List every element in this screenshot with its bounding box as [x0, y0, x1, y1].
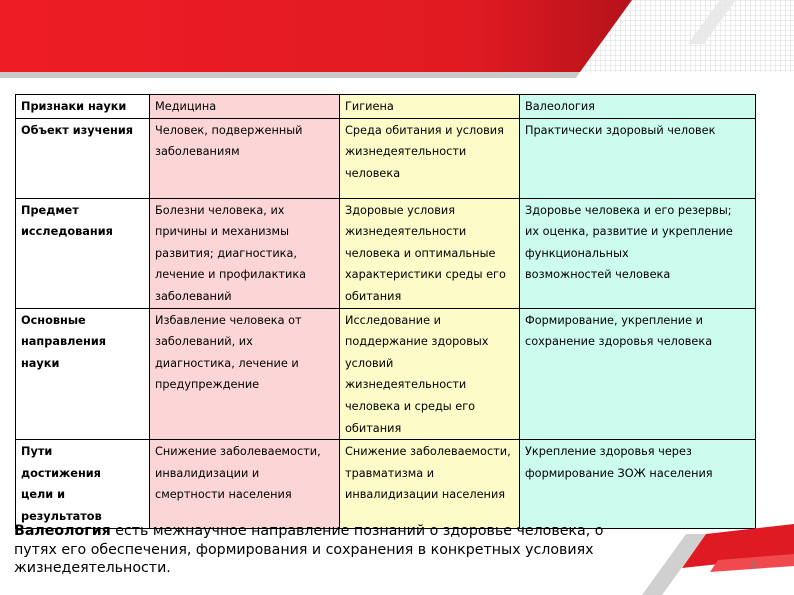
definition-body: есть межнаучное направление познаний о здоровье человека, о путях его обеспечения, формирования и сохранения в конкретных условиях жизнедеятельности. [14, 523, 604, 577]
header-decoration [0, 0, 794, 78]
table-header-cell: Признаки науки [16, 95, 150, 119]
header-gray-band [0, 72, 580, 78]
table-row [16, 198, 756, 308]
definition-text [14, 522, 614, 578]
table-cell: Избавление человека от заболеваний, их диагностика, лечение и предупреждение [150, 308, 340, 440]
table-row-label: Предмет исследования [16, 198, 150, 308]
table-header-cell: Валеология [520, 95, 756, 119]
table-header-row [16, 95, 756, 119]
table-cell: Практически здоровый человек [520, 118, 756, 198]
table-cell: Укрепление здоровья через формирование ЗОЖ населения [520, 440, 756, 528]
table-cell: Исследование и поддержание здоровых условий жизнедеятельности человека и среды его обитания [340, 308, 520, 440]
table-header-cell: Гигиена [340, 95, 520, 119]
table-cell: Человек, подверженный заболеваниям [150, 118, 340, 198]
definition-term: Валеология [14, 523, 111, 539]
table-row-label: Пути достижения цели и результатов [16, 440, 150, 528]
comparison-table [15, 94, 756, 529]
table-cell: Снижение заболеваемости, травматизма и инвалидизации населения [340, 440, 520, 528]
header-red-band [0, 0, 632, 72]
footer-decoration [590, 520, 794, 595]
table-header-cell: Медицина [150, 95, 340, 119]
table-row-label: Основные направления науки [16, 308, 150, 440]
table-cell: Болезни человека, их причины и механизмы развития; диагностика, лечение и профилактика заболеваний [150, 198, 340, 308]
table-cell: Снижение заболеваемости, инвалидизации и смертности населения [150, 440, 340, 528]
table-cell: Здоровые условия жизнедеятельности человека и оптимальные характеристики среды его обитания [340, 198, 520, 308]
table-row-label: Объект изучения [16, 118, 150, 198]
table-cell: Здоровье человека и его резервы; их оценка, развитие и укрепление функциональных возможностей человека [520, 198, 756, 308]
table-cell: Среда обитания и условия жизнедеятельности человека [340, 118, 520, 198]
table-row [16, 118, 756, 198]
table-cell: Формирование, укрепление и сохранение здоровья человека [520, 308, 756, 440]
table-row [16, 440, 756, 528]
page-number: 3 [750, 561, 756, 571]
table-row [16, 308, 756, 440]
